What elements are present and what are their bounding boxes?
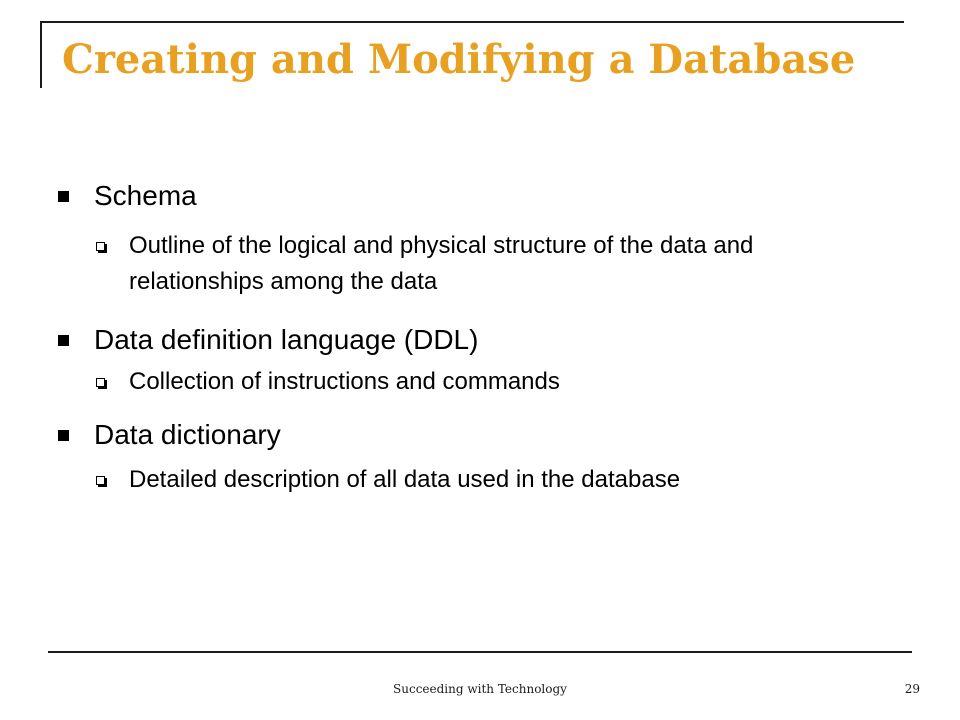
- title-frame-left-border: [40, 21, 42, 88]
- sub-bullet-label: Outline of the logical and physical structure of the data and relationships among the data: [129, 232, 754, 295]
- sub-bullet-label: Collection of instructions and commands: [129, 368, 560, 395]
- hollow-square-bullet-icon: [96, 378, 105, 387]
- page-number: 29: [904, 682, 920, 696]
- title-frame-top-border: [40, 21, 904, 23]
- square-bullet-icon: [58, 335, 69, 346]
- sub-bullet-label: Detailed description of all data used in the database: [129, 466, 681, 493]
- square-bullet-icon: [58, 430, 69, 441]
- bullet-label: Data dictionary: [94, 419, 281, 450]
- footer-text: Succeeding with Technology: [393, 682, 567, 696]
- slide-title: Creating and Modifying a Database: [62, 36, 856, 83]
- hollow-square-bullet-icon: [96, 242, 105, 251]
- hollow-square-bullet-icon: [96, 476, 105, 485]
- bullet-label: Data definition language (DDL): [94, 324, 479, 355]
- square-bullet-icon: [58, 191, 69, 202]
- footer-divider: [48, 651, 912, 653]
- bullet-label: Schema: [94, 180, 197, 211]
